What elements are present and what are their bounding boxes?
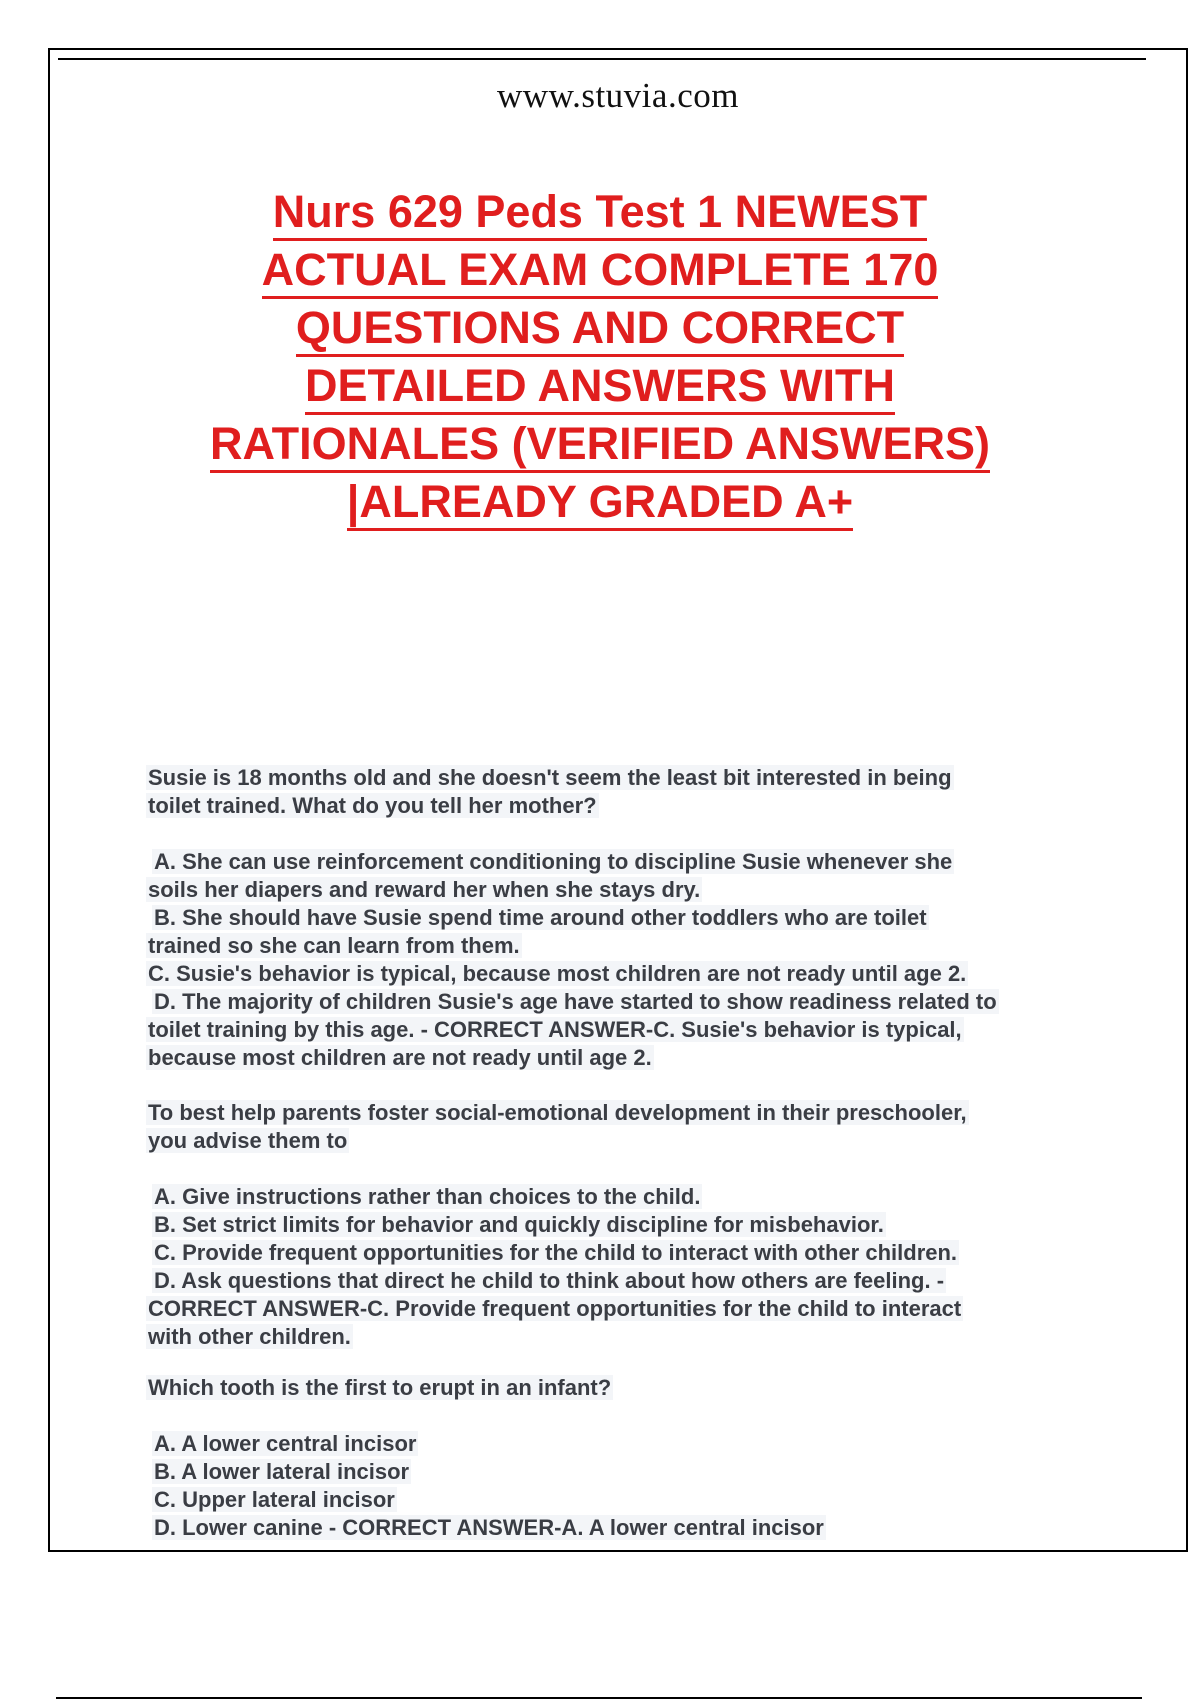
answer-option-line: because most children are not ready until age 2. bbox=[148, 1045, 652, 1070]
question-1 bbox=[146, 764, 1086, 1072]
site-url: www.stuvia.com bbox=[497, 76, 739, 115]
title-line: QUESTIONS AND CORRECT bbox=[296, 302, 904, 357]
document-title bbox=[150, 184, 1050, 532]
answer-option-line: A. Give instructions rather than choices to the child. bbox=[154, 1184, 701, 1209]
answer-option-line: with other children. bbox=[148, 1324, 351, 1349]
question-stem-line: you advise them to bbox=[148, 1128, 348, 1153]
answer-option-line: trained so she can learn from them. bbox=[148, 933, 520, 958]
question-stem-line: Susie is 18 months old and she doesn't seem the least bit interested in being bbox=[148, 765, 952, 790]
answer-option-line: toilet training by this age. - CORRECT ANSWER-C. Susie's behavior is typical, bbox=[148, 1017, 962, 1042]
title-line: DETAILED ANSWERS WITH bbox=[305, 360, 895, 415]
question-3 bbox=[146, 1374, 1086, 1542]
answer-option-line: B. Set strict limits for behavior and quickly discipline for misbehavior. bbox=[154, 1212, 884, 1237]
answer-option-line: soils her diapers and reward her when she stays dry. bbox=[148, 877, 701, 902]
answer-option-line: D. Ask questions that direct he child to think about how others are feeling. - bbox=[154, 1268, 945, 1293]
answer-option-line: D. The majority of children Susie's age have started to show readiness related to bbox=[154, 989, 997, 1014]
question-stem-line: toilet trained. What do you tell her mother? bbox=[148, 793, 597, 818]
question-stem-line: Which tooth is the first to erupt in an infant? bbox=[148, 1375, 612, 1400]
question-2 bbox=[146, 1099, 1086, 1351]
answer-option-line: C. Upper lateral incisor bbox=[154, 1487, 395, 1512]
answer-option-line: C. Susie's behavior is typical, because most children are not ready until age 2. bbox=[148, 961, 967, 986]
title-line: Nurs 629 Peds Test 1 NEWEST bbox=[273, 186, 927, 241]
top-rule bbox=[58, 58, 1146, 60]
title-line: RATIONALES (VERIFIED ANSWERS) bbox=[210, 418, 990, 473]
answer-option-line: A. A lower central incisor bbox=[154, 1431, 417, 1456]
answer-option-line: B. She should have Susie spend time around other toddlers who are toilet bbox=[154, 905, 927, 930]
title-line: |ALREADY GRADED A+ bbox=[347, 476, 853, 531]
question-stem-line: To best help parents foster social-emotional development in their preschooler, bbox=[148, 1100, 967, 1125]
answer-option-line: B. A lower lateral incisor bbox=[154, 1459, 410, 1484]
answer-option-line: C. Provide frequent opportunities for the child to interact with other children. bbox=[154, 1240, 958, 1265]
answer-option-line: A. She can use reinforcement conditioning to discipline Susie whenever she bbox=[154, 849, 953, 874]
answer-option-line: D. Lower canine - CORRECT ANSWER-A. A lower central incisor bbox=[154, 1515, 824, 1540]
bottom-rule bbox=[56, 1697, 1142, 1699]
title-line: ACTUAL EXAM COMPLETE 170 bbox=[262, 244, 939, 299]
answer-option-line: CORRECT ANSWER-C. Provide frequent opportunities for the child to interact bbox=[148, 1296, 962, 1321]
